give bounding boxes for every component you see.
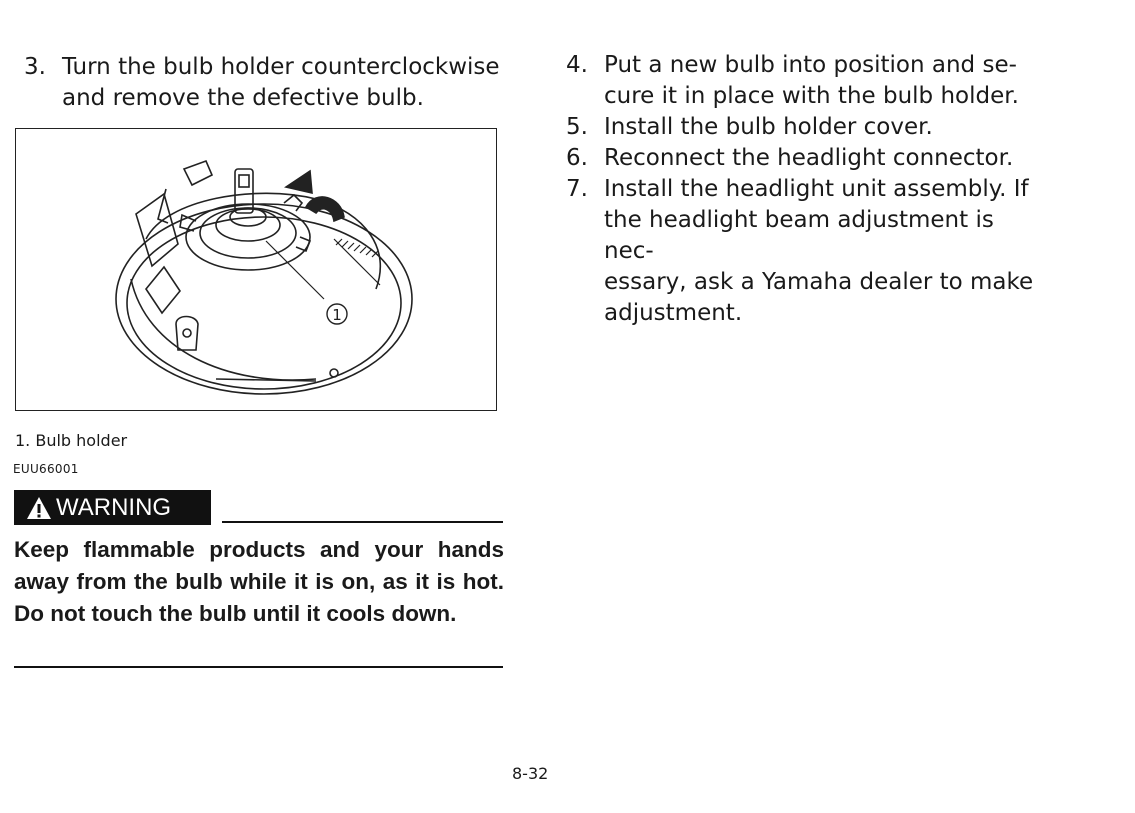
step-text — [604, 143, 1046, 174]
step-number: 5. — [566, 114, 588, 140]
bulb-holder-ring — [186, 204, 310, 270]
step-text — [604, 112, 1046, 143]
counterclockwise-arrow — [286, 171, 312, 193]
step-text-line: Install the bulb holder cover. — [604, 114, 933, 140]
step-4 — [566, 50, 1046, 112]
step-number: 6. — [566, 145, 588, 171]
callout-number: 1 — [332, 306, 342, 324]
step-7 — [566, 174, 1046, 326]
step-text-line: and remove the defective bulb. — [62, 85, 424, 111]
warning-text: Keep flammable products and your hands away from the bulb while it is on, as it is hot. Do not touch the bulb until it cools down. — [14, 537, 504, 626]
section-code: EUU66001 — [13, 462, 79, 476]
warning-badge — [14, 490, 211, 525]
step-text — [604, 174, 1046, 329]
step-number: 7. — [566, 176, 588, 202]
step-text-line: cure it in place with the bulb holder. — [604, 83, 1019, 109]
headlight-drawing — [16, 129, 496, 410]
step-text-line: Install the headlight unit assembly. If — [604, 176, 1029, 202]
step-text — [62, 52, 504, 114]
page-number: 8-32 — [512, 764, 549, 783]
figure-caption: 1. Bulb holder — [15, 431, 128, 450]
step-text-line: essary, ask a Yamaha dealer to make — [604, 269, 1034, 295]
step-number: 3. — [24, 54, 46, 80]
step-text-line: Reconnect the headlight connector. — [604, 145, 1014, 171]
step-text-line: Turn the bulb holder counterclockwise — [62, 54, 500, 80]
step-text — [604, 50, 1046, 112]
adjuster-diamond — [146, 267, 180, 313]
warning-rule — [222, 521, 503, 523]
step-number: 4. — [566, 52, 588, 78]
step-5 — [566, 112, 1046, 143]
step-6 — [566, 143, 1046, 174]
step-text-line: Put a new bulb into position and se- — [604, 52, 1017, 78]
warning-label: WARNING — [56, 493, 172, 521]
step-text-line: the headlight beam adjustment is nec- — [604, 207, 994, 264]
headlight-illustration — [15, 128, 497, 411]
step-3 — [24, 52, 504, 116]
warning-bottom-rule — [14, 666, 503, 668]
step-text-line: adjustment. — [604, 300, 743, 326]
warning-triangle-icon — [26, 496, 52, 520]
headlight-rim — [116, 204, 412, 394]
